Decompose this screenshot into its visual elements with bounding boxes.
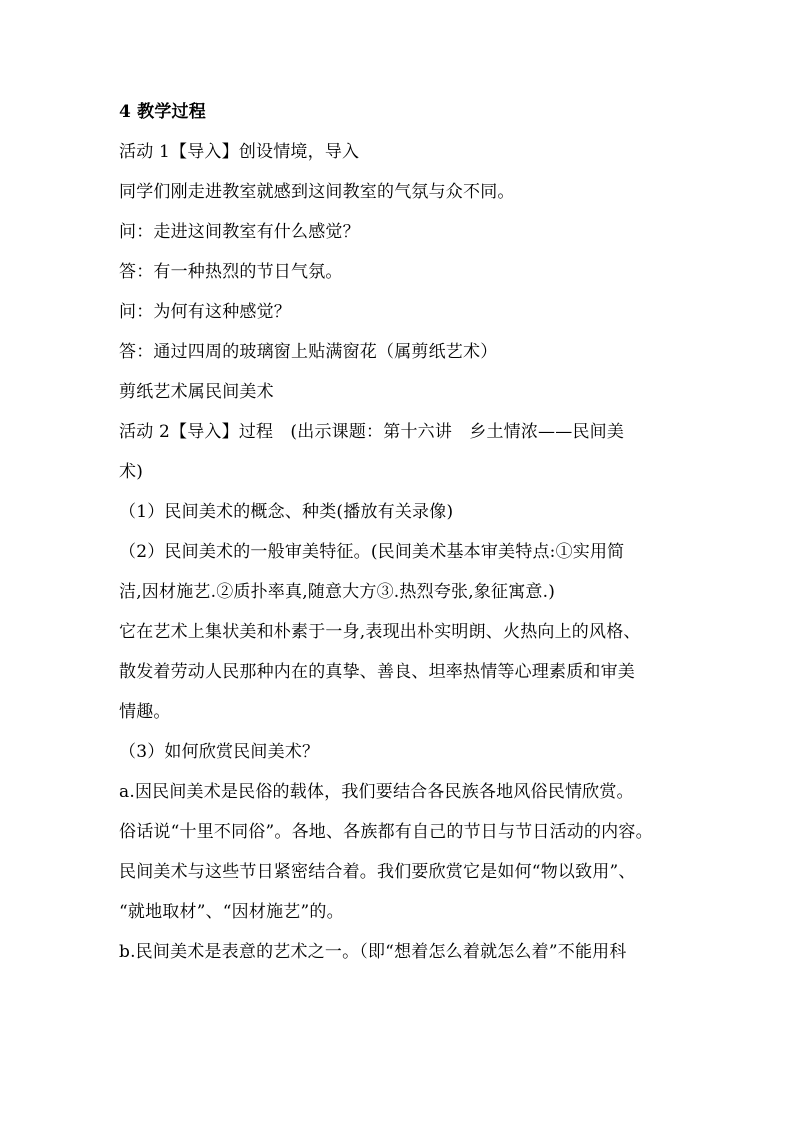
paragraph-line: 俗话说“十里不同俗”。各地、各族都有自己的节日与节日活动的内容。 [119, 822, 653, 842]
paragraph-line: 它在艺术上集状美和朴素于一身,表现出朴实明朗、火热向上的风格、 [119, 622, 641, 642]
paragraph-line: 情趣。 [119, 702, 171, 722]
paragraph-line: “就地取材”、“因材施艺”的。 [119, 902, 344, 922]
activity-2-title: 活动 2【导入】过程 (出示课题：第十六讲 乡土情浓——民间美 [119, 422, 625, 442]
activity-1-title: 活动 1【导入】创设情境，导入 [119, 142, 360, 162]
answer-line: 答：有一种热烈的节日气氛。 [119, 262, 343, 282]
document-body [119, 102, 679, 982]
list-item-1: （1）民间美术的概念、种类(播放有关录像) [119, 502, 454, 522]
question-line: 问：走进这间教室有什么感觉？ [119, 222, 360, 242]
paragraph-line: 同学们刚走进教室就感到这间教室的气氛与众不同。 [119, 182, 515, 202]
list-item-3: （3）如何欣赏民间美术？ [119, 742, 320, 762]
paragraph-line: b.民间美术是表意的艺术之一。（即“想着怎么着就怎么着”不能用科 [119, 942, 627, 962]
question-line: 问：为何有这种感觉？ [119, 302, 291, 322]
section-heading: 4 教学过程 [119, 102, 206, 122]
paragraph-line: 民间美术与这些节日紧密结合着。我们要欣赏它是如何“物以致用”、 [119, 862, 636, 882]
list-item-2: （2）民间美术的一般审美特征。(民间美术基本审美特点:①实用简 [119, 542, 625, 562]
paragraph-line: 术) [119, 462, 144, 482]
answer-line: 答：通过四周的玻璃窗上贴满窗花（属剪纸艺术） [119, 342, 498, 362]
paragraph-line: a.因民间美术是民俗的载体，我们要结合各民族各地风俗民情欣赏。 [119, 782, 634, 802]
paragraph-line: 洁,因材施艺.②质扑率真,随意大方③.热烈夸张,象征寓意.) [119, 582, 556, 602]
paragraph-line: 散发着劳动人民那种内在的真挚、善良、坦率热情等心理素质和审美 [119, 662, 635, 682]
paragraph-line: 剪纸艺术属民间美术 [119, 382, 274, 402]
